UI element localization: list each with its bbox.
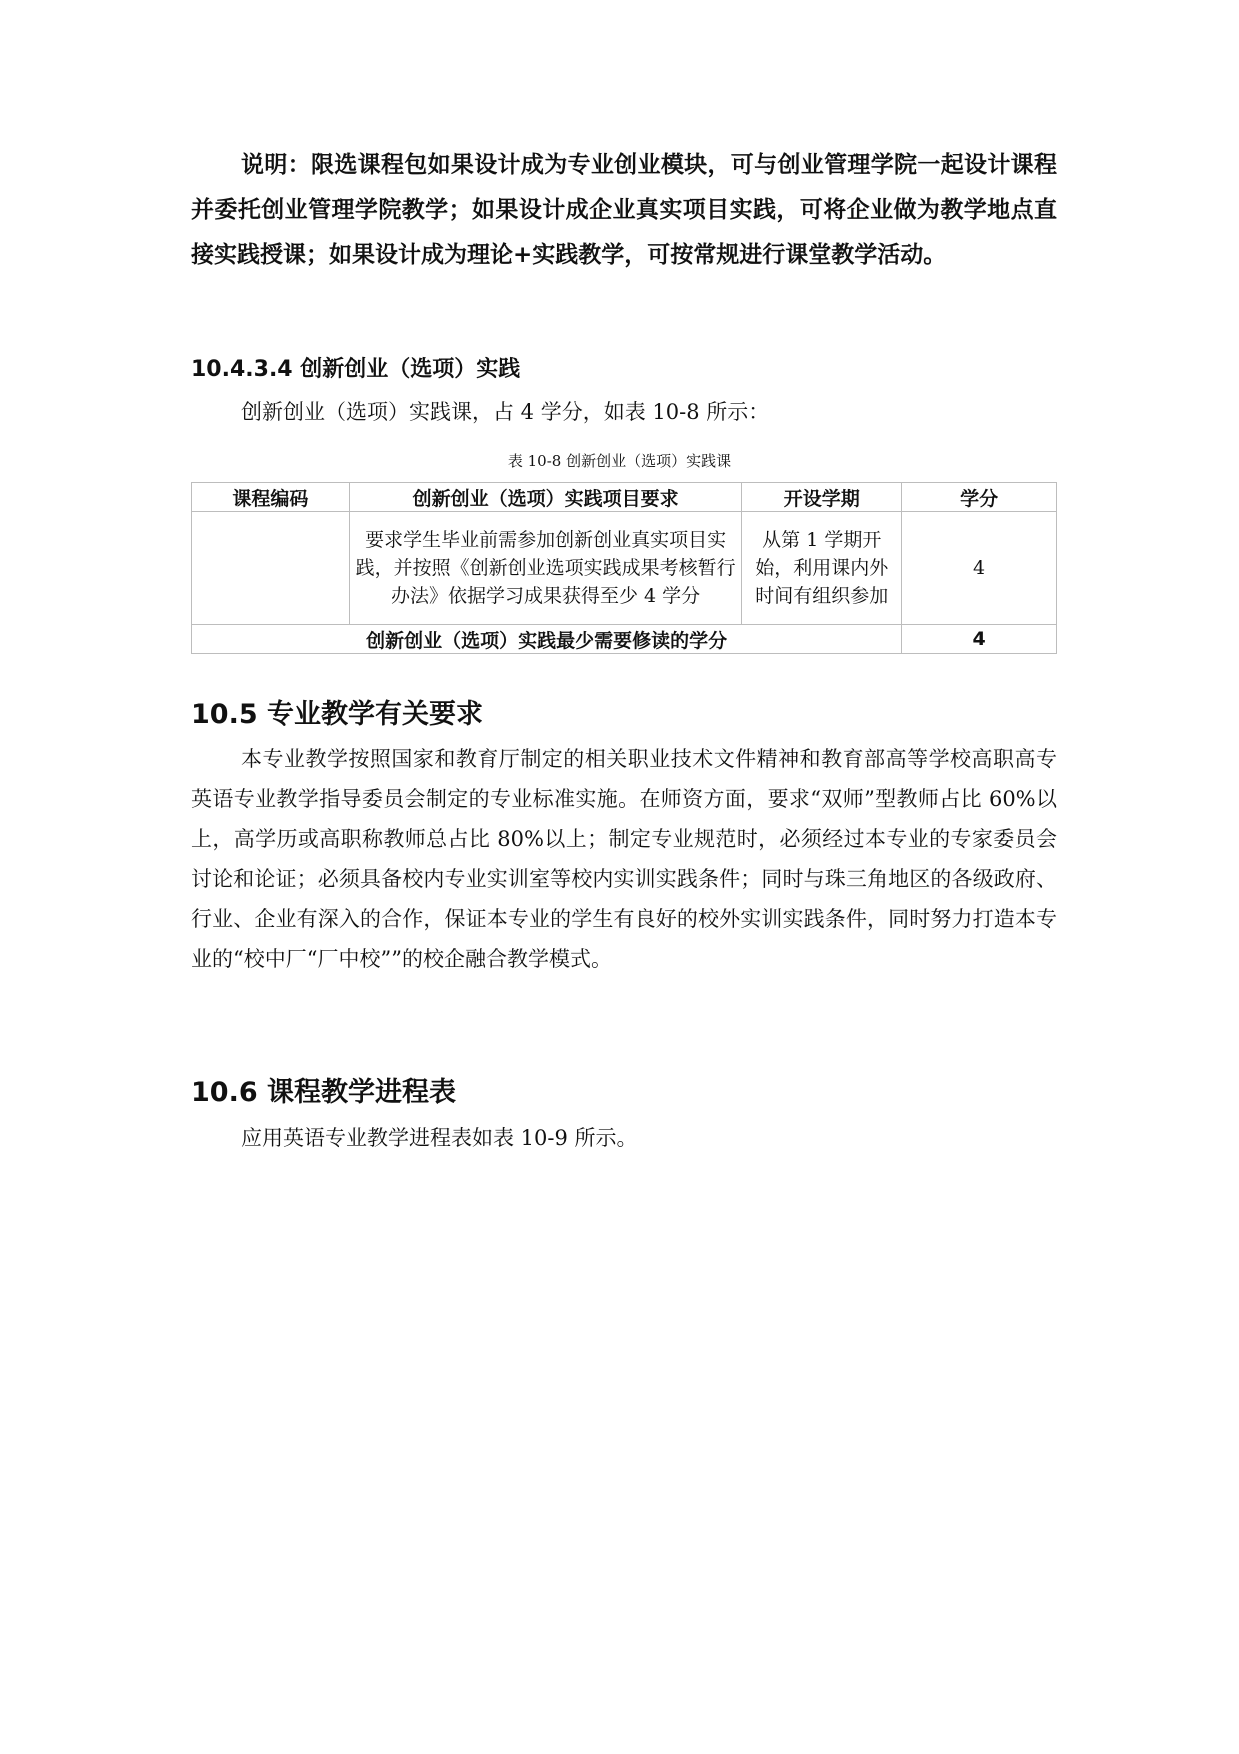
table-row <box>192 512 1057 625</box>
header-credits: 学分 <box>902 483 1057 512</box>
table-header-row <box>192 483 1057 512</box>
section-10-5-paragraph: 本专业教学按照国家和教育厅制定的相关职业技术文件精神和教育部高等学校高职高专英语专业教学指导委员会制定的专业标准实施。在师资方面，要求“双师”型教师占比 60%以上，高学历或高职称教师总占比 80%以上；制定专业规范时，必须经过本专业的专家委员会讨论和论证；必须具备校内专业实训室等校内实训实践条件；同时与珠三角地区的各级政府、行业、企业有深入的合作，保证本专业的学生有良好的校外实训实践条件，同时努力打造本专业的“校中厂“厂中校””的校企融合教学模式。 <box>191 747 1057 971</box>
summary-label: 创新创业（选项）实践最少需要修读的学分 <box>192 625 902 654</box>
table-summary-row <box>192 625 1057 654</box>
practice-course-table <box>191 482 1057 654</box>
section-heading-10-6: 10.6 课程教学进程表 <box>191 1077 457 1108</box>
section-intro: 创新创业（选项）实践课，占 4 学分，如表 10-8 所示： <box>241 400 770 424</box>
table-caption: 表 10-8 创新创业（选项）实践课 <box>507 452 732 470</box>
note-paragraph: 说明：限选课程包如果设计成为专业创业模块，可与创业管理学院一起设计课程并委托创业管理学院教学；如果设计成企业真实项目实践，可将企业做为教学地点直接实践授课；如果设计成为理论+实践教学，可按常规进行课堂教学活动。 <box>191 152 1057 268</box>
cell-term: 从第 1 学期开始，利用课内外时间有组织参加 <box>742 512 902 625</box>
header-term: 开设学期 <box>742 483 902 512</box>
cell-requirement: 要求学生毕业前需参加创新创业真实项目实践，并按照《创新创业选项实践成果考核暂行办法》依据学习成果获得至少 4 学分 <box>349 512 742 625</box>
cell-course-code <box>192 512 350 625</box>
section-heading-10-4-3-4: 10.4.3.4 创新创业（选项）实践 <box>191 357 521 382</box>
summary-value: 4 <box>902 625 1057 654</box>
section-heading-10-5: 10.5 专业教学有关要求 <box>191 699 484 730</box>
header-course-code: 课程编码 <box>192 483 350 512</box>
section-10-6-paragraph: 应用英语专业教学进程表如表 10-9 所示。 <box>241 1126 638 1150</box>
cell-credits: 4 <box>902 512 1057 625</box>
header-requirement: 创新创业（选项）实践项目要求 <box>349 483 742 512</box>
